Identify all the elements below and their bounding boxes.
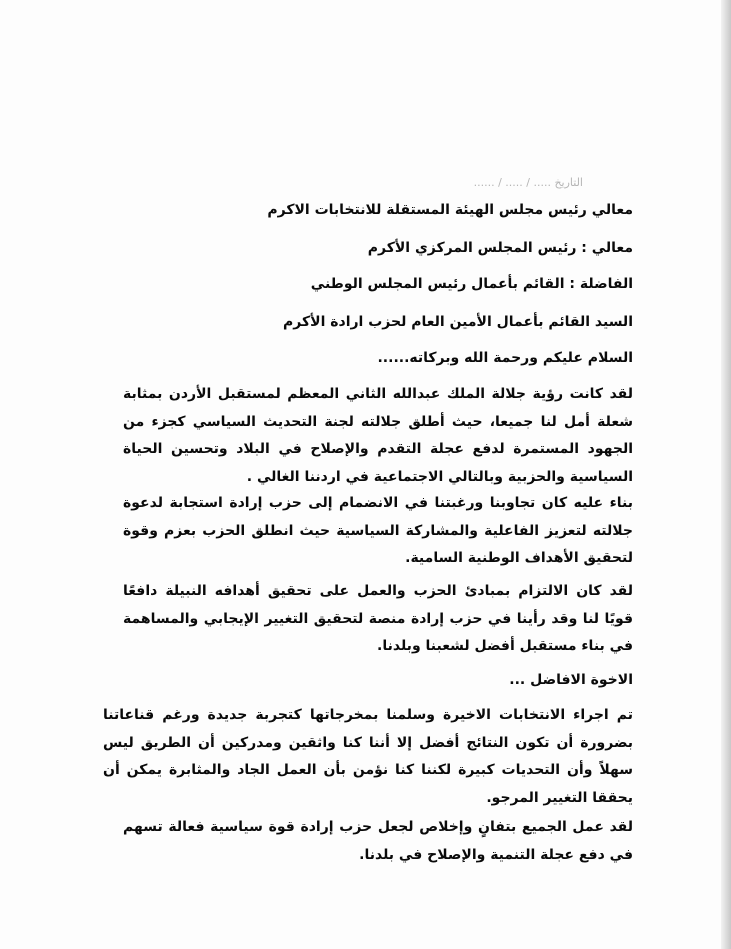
body-paragraph: بناء عليه كان تجاوبنا ورغبتنا في الانضمام إلى حزب إرادة استجابة لدعوة جلالته لتعزيز الفاعلية والمشاركة السياسية حيث انطلق الحزب بعزم وقوة لتحقيق الأهداف الوطنية السامية. [123,495,633,566]
greeting: السلام عليكم ورحمة الله وبركاته...... [377,350,633,366]
body-paragraph: لقد كانت رؤية جلالة الملك عبدالله الثاني المعظم لمستقبل الأردن بمثابة شعلة أمل لنا جميعا، حيث أطلق جلالته لجنة التحديث السياسي كجزء من الجهود المستمرة لدفع عجلة التقدم والإصلاح في البلاد وتحسين الحياة السياسية والحزبية وبالتالي الاجتماعية في اردننا الغالي . [123,386,633,485]
page-edge-shadow [721,0,731,949]
addressee-line: السيد القائم بأعمال الأمين العام لحزب ارادة الأكرم [283,314,633,330]
date-value: ..... / ..... / ...... [473,176,551,189]
body-paragraph: لقد كان الالتزام بمبادئ الحزب والعمل على تحقيق أهدافه النبيلة دافعًا قويًا لنا وقد رأينا في حزب إرادة منصة لتحقيق التغيير الإيجابي والمساهمة في بناء مستقبل أفضل لشعبنا وبلدنا. [123,583,633,654]
date-label: التاريخ [554,176,583,189]
addressee-line: معالي : رئيس المجلس المركزي الأكرم [367,240,633,256]
addressee-line: الفاضلة : القائم بأعمال رئيس المجلس الوطني [310,276,633,292]
date-line [474,176,583,189]
body-paragraph: تم اجراء الانتخابات الاخيرة وسلمنا بمخرجاتها كتجربة جديدة ورغم قناعاتنا بضرورة أن تكون النتائج أفضل إلا أننا كنا واثقين ومدركين أن الطريق ليس سهلاً وأن التحديات كبيرة لكننا كنا نؤمن بأن العمل الجاد والمثابرة يمكن أن يحققا التغيير المرجو. [103,707,633,806]
addressee-line: معالي رئيس مجلس الهيئة المستقلة للانتخابات الاكرم [267,202,633,218]
body-paragraph: لقد عمل الجميع بتفانٍ وإخلاص لجعل حزب إرادة قوة سياسية فعالة تسهم في دفع عجلة التنمية والإصلاح في بلدنا. [123,819,633,863]
section-heading: الاخوة الافاضل ... [509,672,633,688]
